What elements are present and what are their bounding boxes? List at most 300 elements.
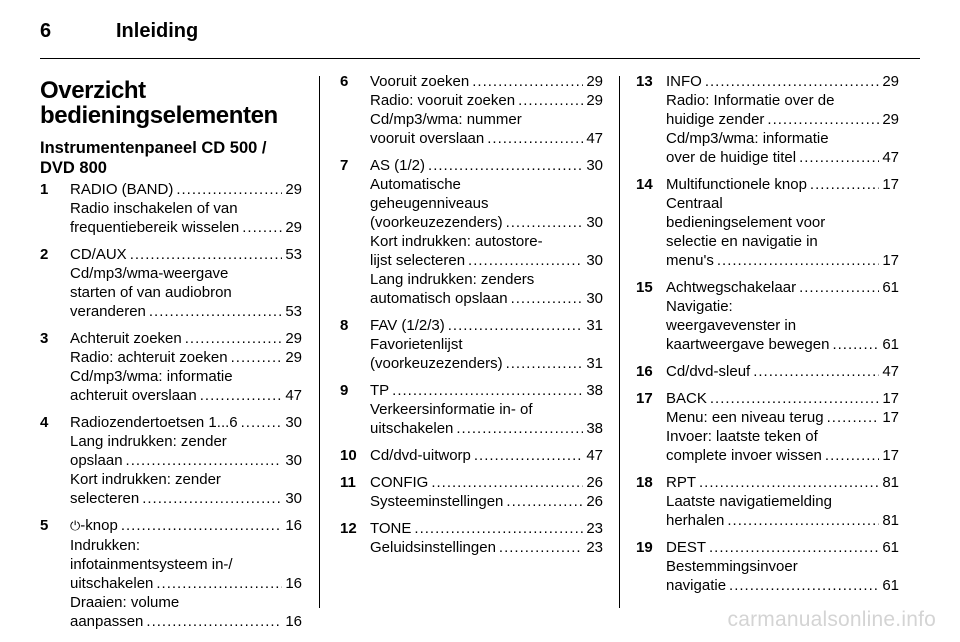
entry-label: veranderen: [70, 303, 146, 320]
entry-text: [370, 270, 534, 289]
control-entry: [636, 538, 899, 595]
leader-dots: [185, 329, 283, 348]
entry-line: [70, 264, 302, 283]
entry-text: [70, 516, 118, 536]
entry-label: herhalen: [666, 512, 725, 529]
entry-label: RADIO (BAND): [70, 181, 174, 198]
control-entry: [340, 519, 603, 557]
leader-dots: [146, 612, 282, 631]
leader-dots: [518, 91, 583, 110]
entry-label: Navigatie:: [666, 298, 733, 315]
entry-line: [370, 400, 603, 419]
entry-line: [666, 148, 899, 167]
entry-label: frequentiebereik wisselen: [70, 219, 240, 236]
entry-line: [70, 612, 302, 631]
entry-line: [666, 278, 899, 297]
main-title: Overzicht bedieningselementen: [40, 77, 278, 129]
entry-line: [370, 194, 603, 213]
leader-dots: [428, 156, 583, 175]
column-1: [40, 72, 302, 639]
page-reference: 30: [586, 157, 603, 174]
page-number: 6: [40, 20, 52, 42]
entry-line: [666, 232, 899, 251]
entry-lines: [370, 473, 603, 511]
entry-text: [70, 218, 239, 237]
entry-lines: [370, 316, 603, 373]
entry-lines: [370, 446, 603, 465]
entry-text: [666, 148, 796, 167]
control-entry: [340, 381, 603, 438]
entry-label: uitschakelen: [370, 420, 454, 437]
entry-line: [70, 329, 302, 348]
page-reference: 23: [586, 520, 603, 537]
entry-label: achteruit overslaan: [70, 387, 197, 404]
entry-text: [370, 492, 503, 511]
power-icon: ⏻: [70, 519, 81, 534]
entry-line: [666, 446, 899, 465]
entry-list: [636, 72, 899, 595]
entry-number: 3: [40, 330, 49, 347]
entry-lines: [370, 72, 603, 148]
entry-line: [666, 251, 899, 270]
page-reference: 29: [285, 349, 302, 366]
entry-text: [370, 446, 471, 465]
entry-label: opslaan: [70, 452, 123, 469]
entry-label: Lang indrukken: zenders: [370, 271, 535, 288]
entry-text: [666, 427, 818, 446]
entry-number: 7: [340, 157, 349, 174]
entry-label: vooruit overslaan: [370, 130, 485, 147]
control-entry: [40, 329, 302, 405]
entry-label: (voorkeuzezenders): [370, 214, 503, 231]
entry-label: Invoer: laatste teken of: [666, 428, 818, 445]
leader-dots: [241, 413, 283, 432]
page-reference: 29: [882, 111, 899, 128]
entry-text: [70, 199, 238, 218]
page-reference: 81: [882, 512, 899, 529]
leader-dots: [506, 213, 584, 232]
entry-label: Favorietenlijst: [370, 336, 463, 353]
page-reference: 31: [586, 355, 603, 372]
control-entry: [340, 473, 603, 511]
entry-text: [370, 175, 461, 194]
page-reference: 17: [882, 176, 899, 193]
entry-label: complete invoer wissen: [666, 447, 822, 464]
entry-text: [70, 470, 221, 489]
entry-text: [666, 278, 796, 297]
entry-number: 10: [340, 447, 357, 464]
entry-text: [370, 232, 543, 251]
entry-line: [70, 245, 302, 264]
entry-line: [370, 473, 603, 492]
entry-line: [370, 175, 603, 194]
leader-dots: [810, 175, 879, 194]
entry-label: Cd/mp3/wma: informatie: [70, 368, 233, 385]
entry-label: -knop: [80, 517, 118, 534]
entry-text: [370, 110, 522, 129]
entry-line: [370, 72, 603, 91]
entry-line: [370, 519, 603, 538]
entry-label: Cd/dvd-uitworp: [370, 447, 471, 464]
entry-number: 13: [636, 73, 653, 90]
entry-text: [666, 175, 807, 194]
leader-dots: [767, 110, 879, 129]
entry-label: Lang indrukken: zender: [70, 433, 227, 450]
entry-line: [70, 555, 302, 574]
entry-line: [70, 283, 302, 302]
entry-number: 8: [340, 317, 349, 334]
entry-label: Kort indrukken: autostore-: [370, 233, 543, 250]
page-reference: 26: [586, 474, 603, 491]
entry-label: Menu: een niveau terug: [666, 409, 824, 426]
entry-line: [666, 194, 899, 213]
control-entry: [636, 389, 899, 465]
entry-number: 4: [40, 414, 49, 431]
page-reference: 47: [882, 363, 899, 380]
entry-text: [370, 213, 503, 232]
leader-dots: [126, 451, 283, 470]
entry-line: [370, 156, 603, 175]
leader-dots: [468, 251, 583, 270]
entry-line: [666, 316, 899, 335]
entry-text: [70, 367, 233, 386]
entry-label: Vooruit zoeken: [370, 73, 470, 90]
entry-lines: [70, 413, 302, 508]
column-3: [636, 72, 899, 603]
entry-line: [666, 72, 899, 91]
page-reference: 29: [586, 73, 603, 90]
entry-line: [70, 593, 302, 612]
entry-label: huidige zender: [666, 111, 765, 128]
entry-label: starten of van audiobron: [70, 284, 232, 301]
leader-dots: [832, 335, 879, 354]
leader-dots: [717, 251, 879, 270]
entry-lines: [70, 516, 302, 631]
entry-line: [666, 129, 899, 148]
entry-line: [666, 389, 899, 408]
entry-line: [666, 110, 899, 129]
entry-text: [370, 91, 515, 110]
entry-line: [370, 335, 603, 354]
entry-line: [370, 213, 603, 232]
entry-text: [70, 245, 127, 264]
page-reference: 29: [882, 73, 899, 90]
page-reference: 30: [586, 252, 603, 269]
entry-number: 15: [636, 279, 653, 296]
entry-text: [70, 283, 232, 302]
entry-text: [666, 557, 798, 576]
leader-dots: [242, 218, 282, 237]
leader-dots: [710, 389, 879, 408]
entry-lines: [370, 519, 603, 557]
entry-label: bedieningselement voor: [666, 214, 826, 231]
entry-line: [70, 348, 302, 367]
entry-label: Systeeminstellingen: [370, 493, 504, 510]
entry-label: Radiozendertoetsen 1...6: [70, 414, 238, 431]
page-reference: 29: [285, 330, 302, 347]
entry-line: [370, 446, 603, 465]
entry-line: [370, 232, 603, 251]
entry-label: Laatste navigatiemelding: [666, 493, 832, 510]
entry-line: [666, 538, 899, 557]
entry-label: Achteruit zoeken: [70, 330, 182, 347]
entry-text: [666, 110, 764, 129]
entry-label: Multifunctionele knop: [666, 176, 807, 193]
entry-label: RPT: [666, 474, 696, 491]
entry-label: over de huidige titel: [666, 149, 797, 166]
entry-label: TP: [370, 382, 390, 399]
entry-label: selectie en navigatie in: [666, 233, 818, 250]
entry-text: [666, 129, 829, 148]
entry-label: Centraal: [666, 195, 723, 212]
entry-text: [370, 519, 411, 538]
leader-dots: [506, 354, 584, 373]
entry-label: navigatie: [666, 577, 727, 594]
entry-label: uitschakelen: [70, 575, 154, 592]
entry-lines: [666, 72, 899, 167]
entry-text: [70, 612, 143, 631]
entry-line: [70, 432, 302, 451]
leader-dots: [705, 72, 879, 91]
entry-text: [370, 194, 488, 213]
entry-line: [70, 451, 302, 470]
entry-text: [666, 389, 707, 408]
entry-text: [370, 72, 469, 91]
entry-label: Radio: vooruit zoeken: [370, 92, 516, 109]
leader-dots: [448, 316, 584, 335]
entry-text: [370, 354, 503, 373]
entry-lines: [70, 180, 302, 237]
page-reference: 17: [882, 447, 899, 464]
entry-number: 1: [40, 181, 49, 198]
entry-lines: [666, 473, 899, 530]
entry-text: [666, 511, 724, 530]
leader-dots: [156, 574, 282, 593]
entry-text: [370, 251, 465, 270]
entry-label: menu's: [666, 252, 714, 269]
entry-label: INFO: [666, 73, 702, 90]
leader-dots: [414, 519, 583, 538]
entry-line: [370, 91, 603, 110]
leader-dots: [392, 381, 583, 400]
page-reference: 47: [586, 447, 603, 464]
page-reference: 38: [586, 382, 603, 399]
leader-dots: [709, 538, 879, 557]
entry-label: Radio: achteruit zoeken: [70, 349, 228, 366]
leader-dots: [130, 245, 283, 264]
entry-label: Radio: Informatie over de: [666, 92, 835, 109]
page-reference: 29: [285, 181, 302, 198]
entry-text: [70, 432, 227, 451]
entry-text: [370, 335, 463, 354]
entry-label: aanpassen: [70, 613, 144, 630]
entry-line: [70, 489, 302, 508]
control-entry: [636, 175, 899, 270]
leader-dots: [231, 348, 283, 367]
entry-text: [70, 329, 182, 348]
entry-label: weergavevenster in: [666, 317, 797, 334]
entry-lines: [70, 245, 302, 321]
entry-line: [70, 199, 302, 218]
entry-text: [70, 264, 228, 283]
entry-label: lijst selecteren: [370, 252, 466, 269]
entry-line: [370, 129, 603, 148]
leader-dots: [431, 473, 583, 492]
entry-lines: [666, 175, 899, 270]
entry-label: Kort indrukken: zender: [70, 471, 221, 488]
entry-label: Cd/mp3/wma-weergave: [70, 265, 229, 282]
leader-dots: [149, 302, 282, 321]
entry-text: [370, 473, 428, 492]
entry-line: [666, 492, 899, 511]
entry-number: 9: [340, 382, 349, 399]
entry-line: [370, 492, 603, 511]
entry-text: [666, 446, 822, 465]
entry-lines: [70, 329, 302, 405]
entry-text: [70, 180, 173, 199]
entry-line: [666, 408, 899, 427]
leader-dots: [827, 408, 880, 427]
entry-line: [70, 413, 302, 432]
entry-line: [70, 367, 302, 386]
leader-dots: [456, 419, 583, 438]
entry-label: Automatische: [370, 176, 461, 193]
header-divider: [40, 58, 920, 59]
entry-number: 16: [636, 363, 653, 380]
entry-line: [370, 270, 603, 289]
control-entry: [40, 516, 302, 631]
column-divider: [319, 76, 320, 608]
page-reference: 16: [285, 613, 302, 630]
subheading: Instrumentenpaneel CD 500 / DVD 800: [40, 139, 267, 177]
watermark: carmanualsonline.info: [727, 608, 936, 631]
entry-lines: [666, 538, 899, 595]
leader-dots: [727, 511, 879, 530]
page-reference: 26: [586, 493, 603, 510]
entry-list: [40, 180, 302, 631]
page-reference: 47: [586, 130, 603, 147]
entry-line: [370, 419, 603, 438]
entry-label: Cd/mp3/wma: nummer: [370, 111, 522, 128]
control-entry: [636, 362, 899, 381]
page-reference: 23: [586, 539, 603, 556]
entry-text: [70, 386, 197, 405]
entry-text: [666, 538, 706, 557]
entry-label: infotainmentsysteem in-/: [70, 556, 233, 573]
entry-number: 5: [40, 517, 49, 534]
page-reference: 30: [586, 290, 603, 307]
control-entry: [340, 156, 603, 308]
entry-label: Radio inschakelen of van: [70, 200, 238, 217]
page-reference: 53: [285, 246, 302, 263]
page-reference: 29: [586, 92, 603, 109]
entry-label: Cd/mp3/wma: informatie: [666, 130, 829, 147]
entry-lines: [666, 389, 899, 465]
entry-lines: [370, 156, 603, 308]
entry-label: Cd/dvd-sleuf: [666, 363, 751, 380]
page-reference: 53: [285, 303, 302, 320]
entry-line: [666, 511, 899, 530]
entry-label: DEST: [666, 539, 707, 556]
entry-text: [70, 451, 123, 470]
entry-label: Geluidsinstellingen: [370, 539, 496, 556]
entry-line: [666, 175, 899, 194]
page-reference: 16: [285, 575, 302, 592]
page-reference: 31: [586, 317, 603, 334]
control-entry: [340, 316, 603, 373]
entry-list: [340, 72, 603, 557]
entry-number: 11: [340, 474, 356, 491]
entry-number: 12: [340, 520, 357, 537]
entry-text: [370, 156, 425, 175]
entry-line: [666, 557, 899, 576]
page-reference: 17: [882, 390, 899, 407]
column-divider: [619, 76, 620, 608]
entry-label: FAV (1/2/3): [370, 317, 445, 334]
entry-line: [370, 381, 603, 400]
entry-text: [666, 362, 750, 381]
leader-dots: [729, 576, 879, 595]
entry-line: [666, 335, 899, 354]
entry-line: [370, 538, 603, 557]
entry-text: [370, 381, 389, 400]
entry-line: [70, 386, 302, 405]
entry-line: [70, 180, 302, 199]
entry-text: [370, 419, 453, 438]
entry-label: AS (1/2): [370, 157, 426, 174]
entry-label: automatisch opslaan: [370, 290, 508, 307]
entry-text: [666, 91, 834, 110]
page-reference: 30: [285, 490, 302, 507]
leader-dots: [799, 278, 879, 297]
entry-label: kaartweergave bewegen: [666, 336, 830, 353]
entry-text: [370, 400, 533, 419]
entry-line: [370, 110, 603, 129]
entry-text: [666, 408, 824, 427]
entry-number: 2: [40, 246, 49, 263]
entry-text: [370, 289, 508, 308]
leader-dots: [472, 72, 583, 91]
page-reference: 61: [882, 336, 899, 353]
entry-text: [70, 555, 233, 574]
entry-line: [70, 536, 302, 555]
page-reference: 17: [882, 409, 899, 426]
entry-text: [70, 348, 228, 367]
entry-line: [70, 574, 302, 593]
entry-text: [70, 574, 153, 593]
leader-dots: [142, 489, 282, 508]
entry-line: [370, 289, 603, 308]
page-reference: 17: [882, 252, 899, 269]
control-entry: [636, 473, 899, 530]
control-entry: [340, 72, 603, 148]
page-reference: 30: [285, 414, 302, 431]
entry-label: TONE: [370, 520, 412, 537]
entry-label: Achtwegschakelaar: [666, 279, 797, 296]
entry-text: [70, 593, 179, 612]
entry-text: [666, 297, 733, 316]
entry-line: [666, 427, 899, 446]
entry-text: [370, 538, 496, 557]
page-reference: 16: [285, 517, 302, 534]
entry-line: [70, 470, 302, 489]
entry-line: [70, 302, 302, 321]
page-reference: 61: [882, 279, 899, 296]
entry-label: BACK: [666, 390, 707, 407]
leader-dots: [474, 446, 583, 465]
entry-text: [70, 489, 139, 508]
entry-number: 14: [636, 176, 653, 193]
